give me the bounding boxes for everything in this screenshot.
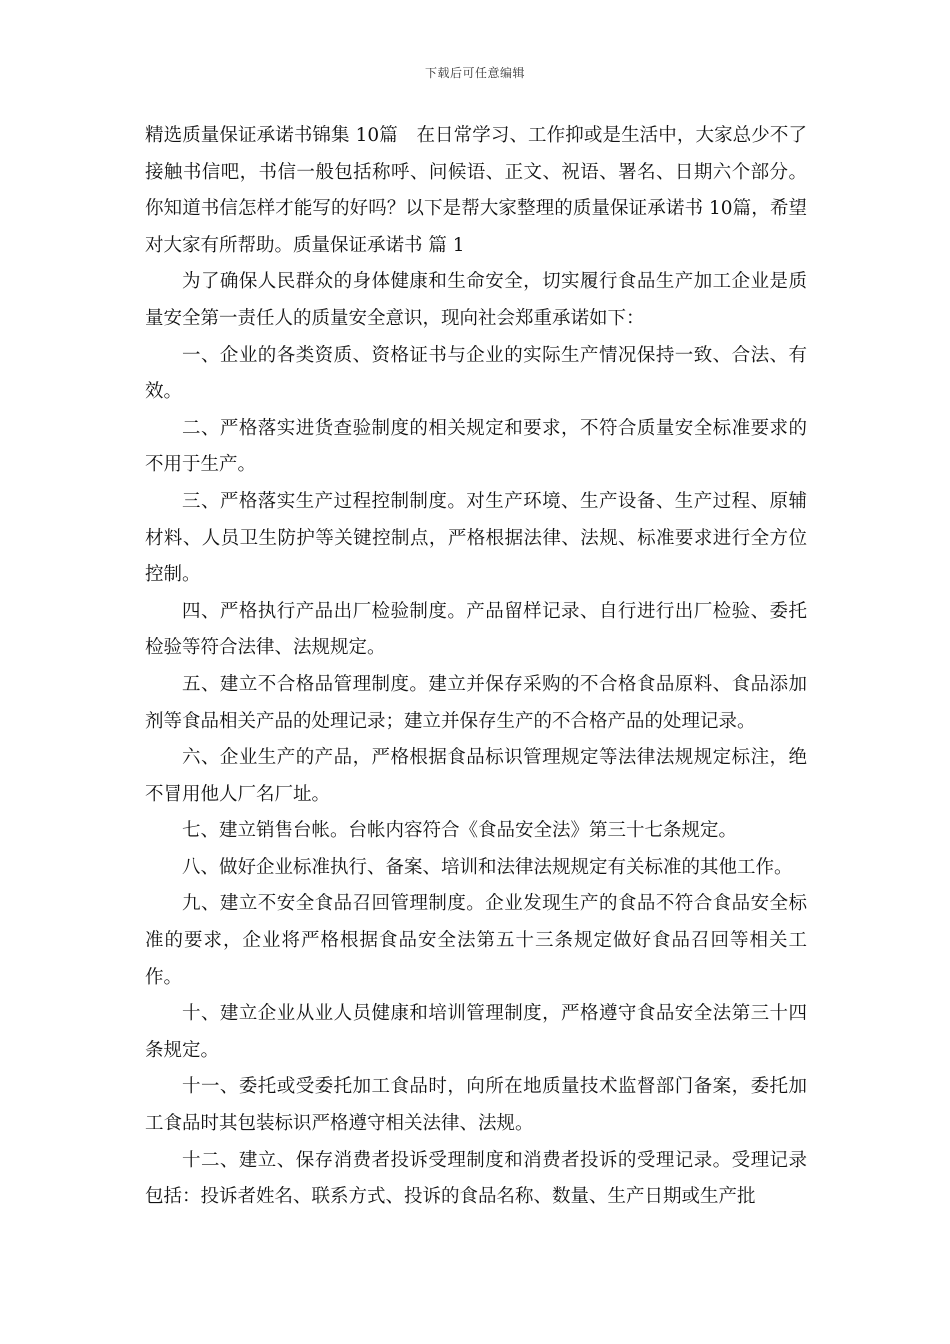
paragraph-item-11: 十一、委托或受委托加工食品时，向所在地质量技术监督部门备案，委托加工食品时其包装标识严格遵守相关法律、法规。 <box>145 1076 807 1135</box>
document-body <box>145 118 807 1216</box>
paragraph-item-5: 五、建立不合格品管理制度。建立并保存采购的不合格食品原料、食品添加剂等食品相关产品的处理记录；建立并保存生产的不合格产品的处理记录。 <box>145 673 807 732</box>
paragraph-item-2: 二、严格落实进货查验制度的相关规定和要求，不符合质量安全标准要求的不用于生产。 <box>145 417 807 476</box>
paragraph-item-9: 九、建立不安全食品召回管理制度。企业发现生产的食品不符合食品安全标准的要求，企业将严格根据食品安全法第五十三条规定做好食品召回等相关工作。 <box>145 893 807 988</box>
page-header-note: 下载后可任意编辑 <box>424 66 525 80</box>
paragraph-item-3: 三、严格落实生产过程控制制度。对生产环境、生产设备、生产过程、原辅材料、人员卫生防护等关键控制点，严格根据法律、法规、标准要求进行全方位控制。 <box>145 490 807 586</box>
paragraph-item-1: 一、企业的各类资质、资格证书与企业的实际生产情况保持一致、合法、有效。 <box>145 344 807 403</box>
paragraph-preamble: 为了确保人民群众的身体健康和生命安全，切实履行食品生产加工企业是质量安全第一责任人的质量安全意识，现向社会郑重承诺如下： <box>145 271 807 329</box>
paragraph-intro: 精选质量保证承诺书锦集 10篇 在日常学习、工作抑或是生活中，大家总少不了接触书信吧，书信一般包括称呼、问候语、正文、祝语、署名、日期六个部分。你知道书信怎样才能写的好吗？以下是帮大家整理的质量保证承诺书 10篇，希望对大家有所帮助。质量保证承诺书 篇 1 <box>145 125 807 256</box>
paragraph-item-8: 八、做好企业标准执行、备案、培训和法律法规规定有关标准的其他工作。 <box>182 856 793 878</box>
paragraph-item-12: 十二、建立、保存消费者投诉受理制度和消费者投诉的受理记录。受理记录包括：投诉者姓名、联系方式、投诉的食品名称、数量、生产日期或生产批 <box>145 1149 807 1208</box>
paragraph-item-6: 六、企业生产的产品，严格根据食品标识管理规定等法律法规规定标注，绝不冒用他人厂名厂址。 <box>145 747 807 805</box>
paragraph-item-7: 七、建立销售台帐。台帐内容符合《食品安全法》第三十七条规定。 <box>182 820 738 842</box>
paragraph-item-10: 十、建立企业从业人员健康和培训管理制度，严格遵守食品安全法第三十四条规定。 <box>145 1003 807 1061</box>
paragraph-item-4: 四、严格执行产品出厂检验制度。产品留样记录、自行进行出厂检验、委托检验等符合法律、法规规定。 <box>145 600 807 659</box>
